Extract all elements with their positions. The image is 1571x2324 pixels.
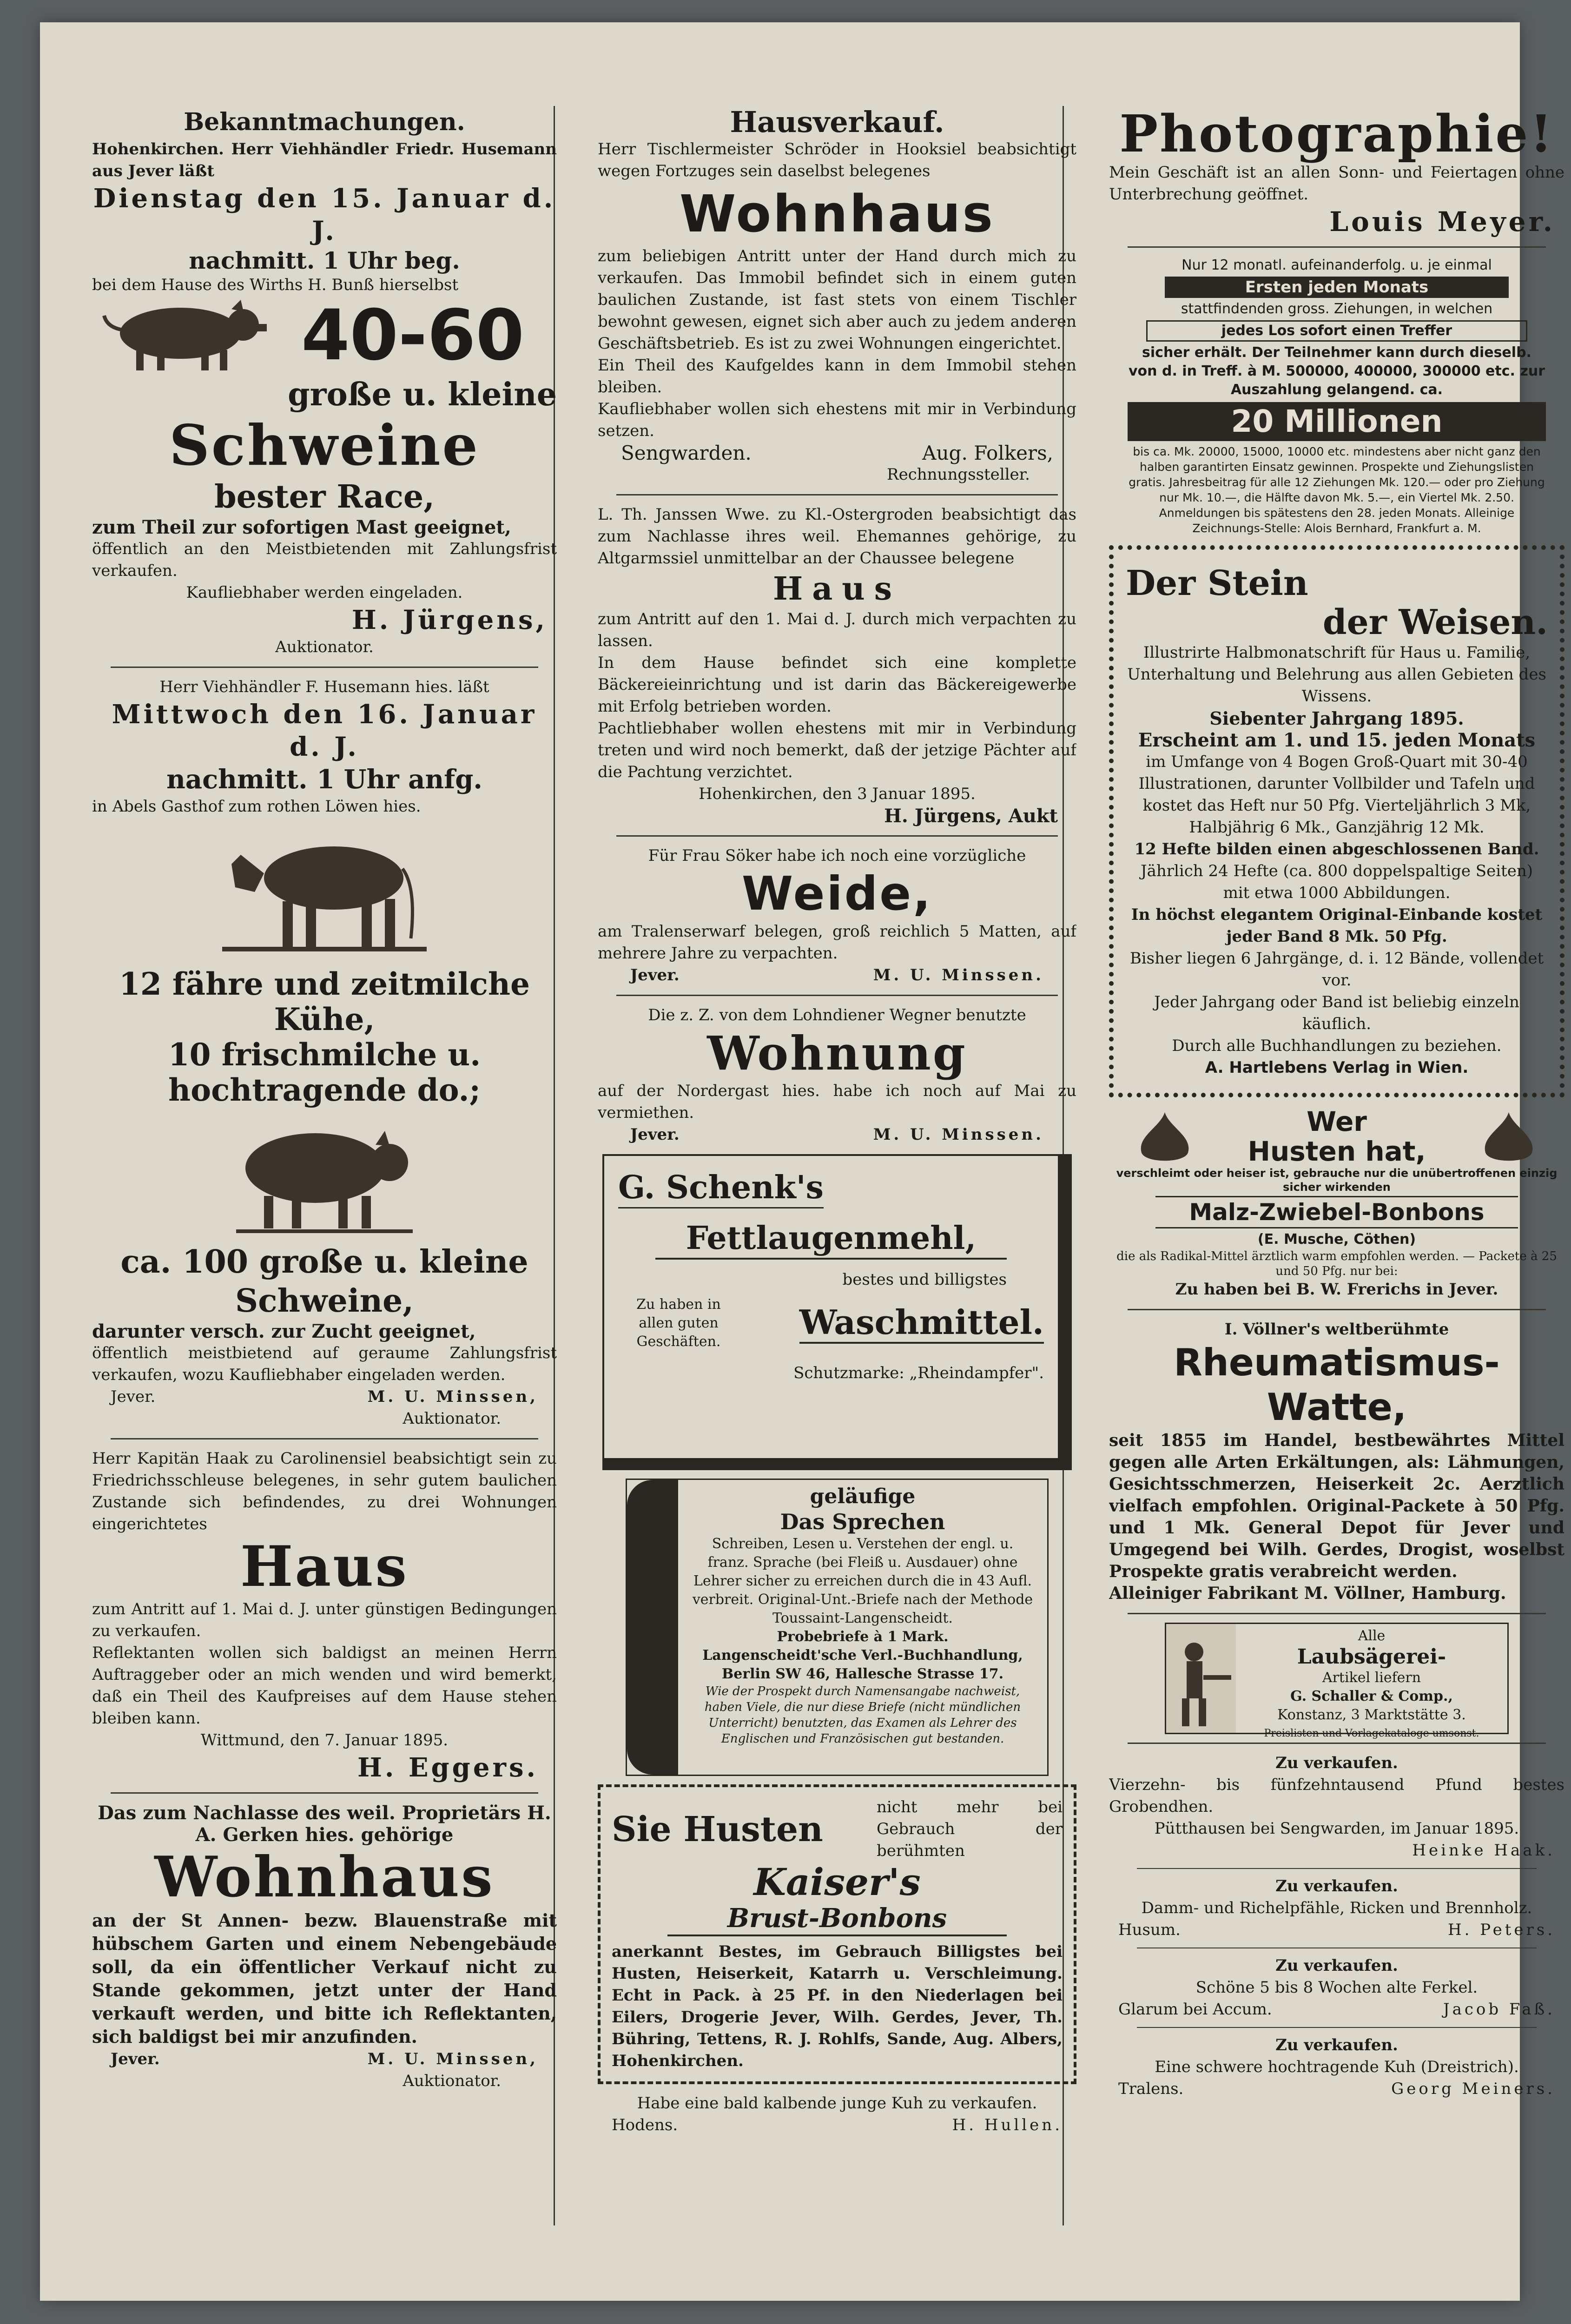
ad-headline: 12 fähre und zeitmilche Kühe, [119, 966, 530, 1037]
ad-text: bestes und billigstes [842, 1270, 1007, 1289]
ad-text: Zu haben in allen guten Geschäften. [636, 1296, 721, 1350]
divider [616, 494, 1058, 495]
ad-text: Vierzehn- bis fünfzehntausend Pfund bestes Grobendhen. [1109, 1776, 1564, 1816]
section-title: Bekanntmachungen. [184, 108, 465, 136]
ad-text: Reflektanten wollen sich baldigst an meinen Herrn Auftraggeber oder an mich wenden und wird bemerkt, daß ein Theil des Kaufpreises auf dem Hause stehen bleiben kann. [92, 1644, 557, 1728]
ad-headline: Rheumatismus-Watte, [1174, 1341, 1500, 1429]
ad-intro: Das zum Nachlasse des weil. Proprietärs H. A. Gerken hies. gehörige [98, 1802, 551, 1846]
ad-text: öffentlich meistbietend auf geraume Zahlungsfrist verkaufen, wozu Kaufliebhaber eingeladen werden. [92, 1344, 557, 1384]
ad-intro: Die z. Z. von dem Lohndiener Wegner benutzte [648, 1006, 1026, 1024]
column-left [92, 106, 557, 2253]
ad-headline: geläufige [810, 1485, 916, 1508]
divider [1128, 246, 1546, 248]
ad-headline: Zu verkaufen. [1275, 2036, 1398, 2054]
ad-text: nicht mehr bei Gebrauch der berühmten [877, 1798, 1063, 1860]
ad-headline: 10 frischmilche u. hochtragende do.; [168, 1037, 481, 1108]
ad-address: Konstanz, 3 Marktstätte 3. [1277, 1707, 1466, 1723]
ad-text: im Umfange von 4 Bogen Groß-Quart mit 30-40 Illustrationen, darunter Vollbilder und Tafeln und kostet das Heft nur 50 Pfg. Vierteljährlich 3 Mk, Halbjährig 6 Mk., Ganzjährig 12 Mk. [1138, 753, 1535, 837]
ad-headline: Wer [1307, 1106, 1367, 1137]
column-right [1109, 106, 1564, 2253]
ad-headline: Laubsägerei- [1297, 1645, 1446, 1669]
ad-text: Illustrirte Halbmonatschrift für Haus u. Familie, Unterhaltung und Belehrung aus allen Gebieten des Wissens. [1127, 643, 1546, 706]
ad-text: Jährlich 24 Hefte (ca. 800 doppelspaltige Seiten) mit etwa 1000 Abbildungen. [1140, 862, 1533, 902]
ad-headline: Wohnhaus [154, 1844, 495, 1910]
ad-product: Malz-Zwiebel-Bonbons [1155, 1196, 1518, 1228]
ad-highlight: 20 Millionen [1128, 402, 1546, 441]
ad-signature-role: Rechnungssteller. [887, 465, 1030, 484]
ad-intro: L. Th. Janssen Wwe. zu Kl.-Ostergroden beabsichtigt das zum Nachlasse ihres weil. Ehemannes gehörige, zu Altgarmssiel unmittelbar an der Chaussee belegene [598, 505, 1076, 568]
ad-text: die als Radikal-Mittel ärztlich warm empfohlen werden. — Packete à 25 und 50 Pfg. nur bei: [1116, 1249, 1557, 1278]
ad-place: Hodens. [612, 2116, 678, 2134]
divider [1137, 1868, 1537, 1869]
ad-headline: ca. 100 große u. kleine Schweine, [120, 1243, 528, 1320]
ad-headline: Schweine [169, 413, 480, 478]
ad-text: Nur 12 monatl. aufeinanderfolg. u. je einmal [1182, 257, 1492, 273]
ad-text: zum Theil zur sofortigen Mast geeignet, [92, 516, 511, 538]
ad-headline: Haus [772, 570, 902, 607]
ad-text: Herr Kapitän Haak zu Carolinensiel beabsichtigt sein zu Friedrichsschleuse belegenes, in sehr gutem baulichen Zustande sich befindendes, zu drei Wohnungen eingerichtetes [92, 1449, 557, 1533]
ad-intro: I. Völlner's weltberühmte [1224, 1320, 1449, 1339]
ad-lottery [1128, 256, 1546, 536]
ad-malz-zwiebel [1109, 1107, 1564, 1301]
ad-text: bis ca. Mk. 20000, 15000, 10000 etc. mindestens aber nicht ganz den halben garantirten Einsatz gewinnen. Prospekte und Ziehungslisten gratis. Jahresbeitrag für alle 12 Ziehungen Mk. 120.— oder pro Ziehung nur Mk. 10.—, die Hälfte davon Mk. 5.—, ein Viertel Mk. 2.50. Anmeldungen bis spätestens den 28. jeden Monats. Alleinige Zeichnungs-Stelle: Alois Bernhard, Frankfurt a. M. [1129, 445, 1545, 535]
ad-headline: Zu verkaufen. [1275, 1956, 1398, 1975]
divider [1128, 1613, 1546, 1614]
ad-text: Siebenter Jahrgang 1895. [1209, 708, 1464, 729]
ad-signature-role: Auktionator. [403, 1409, 501, 1428]
ad-intro: Für Frau Söker habe ich noch eine vorzügliche [648, 846, 1026, 865]
ad-text: Wie der Prospekt durch Namensangabe nachweist, haben Viele, die nur diese Briefe (nicht mündlichen Unterricht) benutzten, das Examen als Lehrer des Englischen und Französischen gut bestanden. [704, 1684, 1021, 1746]
ad-text: Schreiben, Lesen u. Verstehen der engl. u. franz. Sprache (bei Fleiß u. Ausdauer) ohne Lehrer sicher zu erreichen durch die in 43 Aufl. verbreit. Original-Unt.-Briefe nach der Methode Toussaint-Langenscheidt. [692, 1536, 1033, 1626]
ad-date: Dienstag den 15. Januar d. J. [93, 183, 556, 246]
ad-product: Fettlaugenmehl, [655, 1219, 1007, 1260]
ad-signature: H. Hullen. [952, 2116, 1063, 2134]
ad-place: Glarum bei Accum. [1118, 2000, 1272, 2019]
ad-text: Pachtliebhaber wollen ehestens mit mir in Verbindung treten und wird noch bemerkt, daß der jetzige Pächter auf die Pachtung verzichtet. [598, 719, 1076, 781]
ad-headline: Wohnhaus [680, 184, 995, 244]
ad-ornament [627, 1480, 678, 1775]
ad-trademark: Schutzmarke: „Rheindampfer". [793, 1364, 1044, 1382]
ad-text: Habe eine bald kalbende junge Kuh zu verkaufen. [637, 2094, 1037, 2113]
ad-headline: Haus [240, 1534, 409, 1599]
ad-text: öffentlich an den Meistbietenden mit Zahlungsfrist verkaufen. [92, 540, 557, 580]
ad-text: Zu haben bei B. W. Frerichs in Jever. [1175, 1280, 1498, 1299]
ad-text: Artikel liefern [1322, 1670, 1421, 1686]
ad-box-kaiser [598, 1784, 1076, 2084]
ad-text: Probebriefe à 1 Mark. [777, 1629, 949, 1645]
ad-headline: der Weisen. [1322, 602, 1548, 642]
ad-text: jedes Los sofort einen Treffer [1146, 320, 1527, 342]
ad-text: (E. Musche, Cöthen) [1257, 1231, 1416, 1248]
ad-signature: H. Eggers. [357, 1752, 538, 1783]
ad-signature-role: Auktionator. [275, 638, 374, 656]
ad-place: Jever. [630, 1125, 680, 1144]
ad-headline: Der Stein [1126, 563, 1308, 603]
cow-illustration [213, 822, 436, 962]
ad-signature: Georg Meiners. [1391, 2080, 1555, 2098]
column-middle [598, 106, 1076, 2253]
ad-text: Jeder Jahrgang oder Band ist beliebig einzeln käuflich. [1154, 993, 1519, 1033]
ad-text: In höchst elegantem Original-Einbande kostet jeder Band 8 Mk. 50 Pfg. [1131, 905, 1543, 946]
ad-brand: G. Schenk's [618, 1168, 824, 1208]
onion-icon [1476, 1109, 1541, 1164]
ad-intro: Herr Viehhändler F. Husemann hies. läßt [159, 678, 489, 696]
ad-intro: Hohenkirchen. Herr Viehhändler Friedr. Husemann aus Jever läßt [92, 140, 557, 180]
ad-signature: M. U. Minssen. [873, 1125, 1044, 1144]
ad-product: Waschmittel. [799, 1303, 1044, 1344]
ad-signature: H. Jürgens, Aukt [884, 805, 1058, 827]
ad-text: sicher erhält. Der Teilnehmer kann durch dieselb. von d. in Treff. à M. 500000, 400000, 300000 etc. zur Auszahlung gelangend. ca. [1129, 344, 1545, 398]
ad-subhead: große u. kleine [288, 376, 557, 413]
ad-place: Husum. [1118, 1921, 1181, 1939]
ad-place: Jever. [111, 2050, 160, 2068]
divider [616, 995, 1058, 996]
ad-text: Alleiniger Fabrikant M. Völlner, Hamburg. [1109, 1584, 1506, 1603]
ad-place: Jever. [111, 1387, 156, 1406]
ad-signature: H. Peters. [1447, 1921, 1555, 1939]
pig-illustration [227, 1112, 422, 1238]
ad-date: Mittwoch den 16. Januar d. J. [112, 699, 537, 762]
ad-text: Bisher liegen 6 Jahrgänge, d. i. 12 Bände, vollendet vor. [1129, 949, 1544, 990]
ad-box-schenk [602, 1154, 1072, 1470]
ad-laubsaegerei [1165, 1623, 1509, 1739]
ad-text: Ein Theil des Kaufgeldes kann in dem Immobil stehen bleiben. [598, 356, 1076, 396]
divider [1128, 1309, 1546, 1310]
ad-text: 12 Hefte bilden einen abgeschlossenen Band. [1134, 840, 1539, 858]
ad-publisher: A. Hartlebens Verlag in Wien. [1205, 1058, 1469, 1077]
ad-brand: Brust-Bonbons [667, 1902, 1007, 1936]
ad-headline: Zu verkaufen. [1275, 1877, 1398, 1895]
onion-icon [1132, 1109, 1197, 1164]
ad-place: Sengwarden. [621, 442, 752, 464]
ad-headline: Zu verkaufen. [1275, 1754, 1398, 1772]
divider [111, 1438, 538, 1439]
ad-text: Schöne 5 bis 8 Wochen alte Ferkel. [1195, 1978, 1478, 1997]
ad-text: Durch alle Buchhandlungen zu beziehen. [1172, 1037, 1502, 1055]
divider [616, 835, 1058, 837]
ad-quantity: 40-60 [301, 295, 524, 376]
divider [1137, 2027, 1537, 2028]
newspaper-page [40, 22, 1564, 2301]
ad-text: zum Antritt auf den 1. Mai d. J. durch mich verpachten zu lassen. [598, 610, 1076, 650]
ad-headline: Das Sprechen [780, 1509, 945, 1534]
ad-time: nachmitt. 1 Uhr beg. [189, 247, 460, 274]
ad-box-stein-der-weisen [1109, 545, 1564, 1097]
ad-signature-role: Auktionator. [403, 2072, 501, 2090]
ad-text: anerkannt Bestes, im Gebrauch Billigstes bei Husten, Heiserkeit, Katarrh u. Verschleimung. Echt in Pack. à 25 Pf. in den Niederlagen bei Eilers, Drogerie Jever, Wilh. Gerdes, Jever, Th. Bühring, Tettens, R. J. Rohlfs, Sande, Aug. Albers, Hohenkirchen. [612, 1942, 1063, 2070]
ad-headline: Wohnung [707, 1026, 967, 1081]
ad-headline: Photographie! [1119, 106, 1554, 164]
ad-text: auf der Nordergast hies. habe ich noch auf Mai zu vermiethen. [598, 1082, 1076, 1122]
ad-headline: Husten hat, [1248, 1136, 1426, 1167]
fretsaw-worker-illustration [1166, 1624, 1236, 1733]
ad-text: In dem Hause befindet sich eine komplette Bäckereieinrichtung und ist darin das Bäckereigewerbe mit Erfolg betrieben worden. [598, 654, 1076, 716]
ad-intro: Herr Tischlermeister Schröder in Hooksiel beabsichtigt wegen Fortzuges sein daselbst belegenes [598, 140, 1076, 180]
ad-signature: M. U. Minssen, [367, 1387, 538, 1406]
ad-text: stattfindenden gross. Ziehungen, in welchen [1181, 301, 1493, 317]
ad-highlight: Ersten jeden Monats [1165, 277, 1509, 298]
ad-text: Erscheint am 1. und 15. jeden Monats [1138, 729, 1536, 751]
ad-place: Tralens. [1118, 2080, 1184, 2098]
ad-signature: Aug. Folkers, [922, 442, 1053, 464]
ad-brand: G. Schaller & Comp., [1290, 1688, 1453, 1704]
ad-brand: Kaiser's [753, 1860, 921, 1904]
ad-location: in Abels Gasthof zum rothen Löwen hies. [92, 797, 421, 816]
ad-place: Jever. [630, 966, 680, 984]
ad-signature: M. U. Minssen, [367, 2050, 538, 2068]
ad-headline: Weide, [741, 866, 933, 921]
ad-signature: Jacob Faß. [1443, 2000, 1555, 2019]
ad-box-langenscheidt [626, 1479, 1049, 1776]
ad-text: Damm- und Richelpfähle, Ricken und Brennholz. [1141, 1899, 1532, 1917]
ad-subhead: bester Race, [214, 478, 435, 515]
ad-text: Kaufliebhaber werden eingeladen. [186, 583, 463, 602]
ad-text: Kaufliebhaber wollen sich ehestens mit mir in Verbindung setzen. [598, 400, 1076, 440]
ad-signature: Heinke Haak. [1412, 1841, 1555, 1860]
ad-time: nachmitt. 1 Uhr anfg. [166, 764, 482, 795]
ad-date: Pütthausen bei Sengwarden, im Januar 1895. [1154, 1819, 1519, 1838]
ad-headline: Sie Husten [612, 1809, 823, 1849]
pig-illustration [92, 296, 269, 375]
ad-text: verschleimt oder heiser ist, gebrauche nur die unübertroffenen einzig sicher wirkenden [1116, 1167, 1558, 1194]
ad-text: an der St Annen- bezw. Blauenstraße mit hübschem Garten und einem Nebengebäude soll, da ein öffentlicher Verkauf nicht zu Stande gekommen, jetzt unter der Hand verkauft werden, und bitte ich Reflektanten, sich baldigst bei mir anzufinden. [92, 1910, 557, 2047]
divider [111, 1792, 538, 1794]
ad-signature: M. U. Minssen. [873, 966, 1044, 984]
ad-text: zum Antritt auf 1. Mai d. J. unter günstigen Bedingungen zu verkaufen. [92, 1600, 557, 1640]
ad-text: am Tralenserwarf belegen, groß reichlich 5 Matten, auf mehrere Jahre zu verpachten. [598, 922, 1076, 963]
ad-date: Wittmund, den 7. Januar 1895. [200, 1731, 449, 1750]
ad-text: Langenscheidt'sche Verl.-Buchhandlung, Berlin SW 46, Hallesche Strasse 17. [702, 1647, 1023, 1682]
ad-text: Preislisten und Vorlagekataloge umsonst. [1264, 1728, 1479, 1739]
ad-text: zum beliebigen Antritt unter der Hand durch mich zu verkaufen. Das Immobil befindet sich in einem guten baulichen Zustande, ist fast stets von einem Tischler bewohnt gewesen, eignet sich aber auch zu jedem anderen Geschäftsbetrieb. Es ist zu zwei Wohnungen eingerichtet. [598, 247, 1076, 353]
ad-text: Mein Geschäft ist an allen Sonn- und Feiertagen ohne Unterbrechung geöffnet. [1109, 163, 1564, 204]
ad-signature: H. Jürgens, [351, 605, 548, 635]
ad-text: seit 1855 im Handel, bestbewährtes Mittel gegen alle Arten Erkältungen, als: Lähmungen, Gesichtsschmerzen, Heiserkeit 2c. Aerztlich vielfach empfohlen. Original-Packete à 50 Pfg. und 1 Mk. General Depot für Jever und Umgegend bei Wilh. Gerdes, Drogist, woselbst Prospekte gratis verabreicht werden. [1109, 1431, 1564, 1581]
ad-text: darunter versch. zur Zucht geeignet, [92, 1320, 476, 1342]
ad-text: Alle [1358, 1628, 1386, 1644]
ad-text: Eine schwere hochtragende Kuh (Dreistrich). [1155, 2058, 1519, 2076]
ad-location: bei dem Hause des Wirths H. Bunß hierselbst [92, 276, 459, 294]
divider [111, 667, 538, 668]
ad-date: Hohenkirchen, den 3 Januar 1895. [699, 785, 976, 803]
section-title: Hausverkauf. [730, 106, 944, 139]
ad-signature: Louis Meyer. [1329, 206, 1555, 238]
